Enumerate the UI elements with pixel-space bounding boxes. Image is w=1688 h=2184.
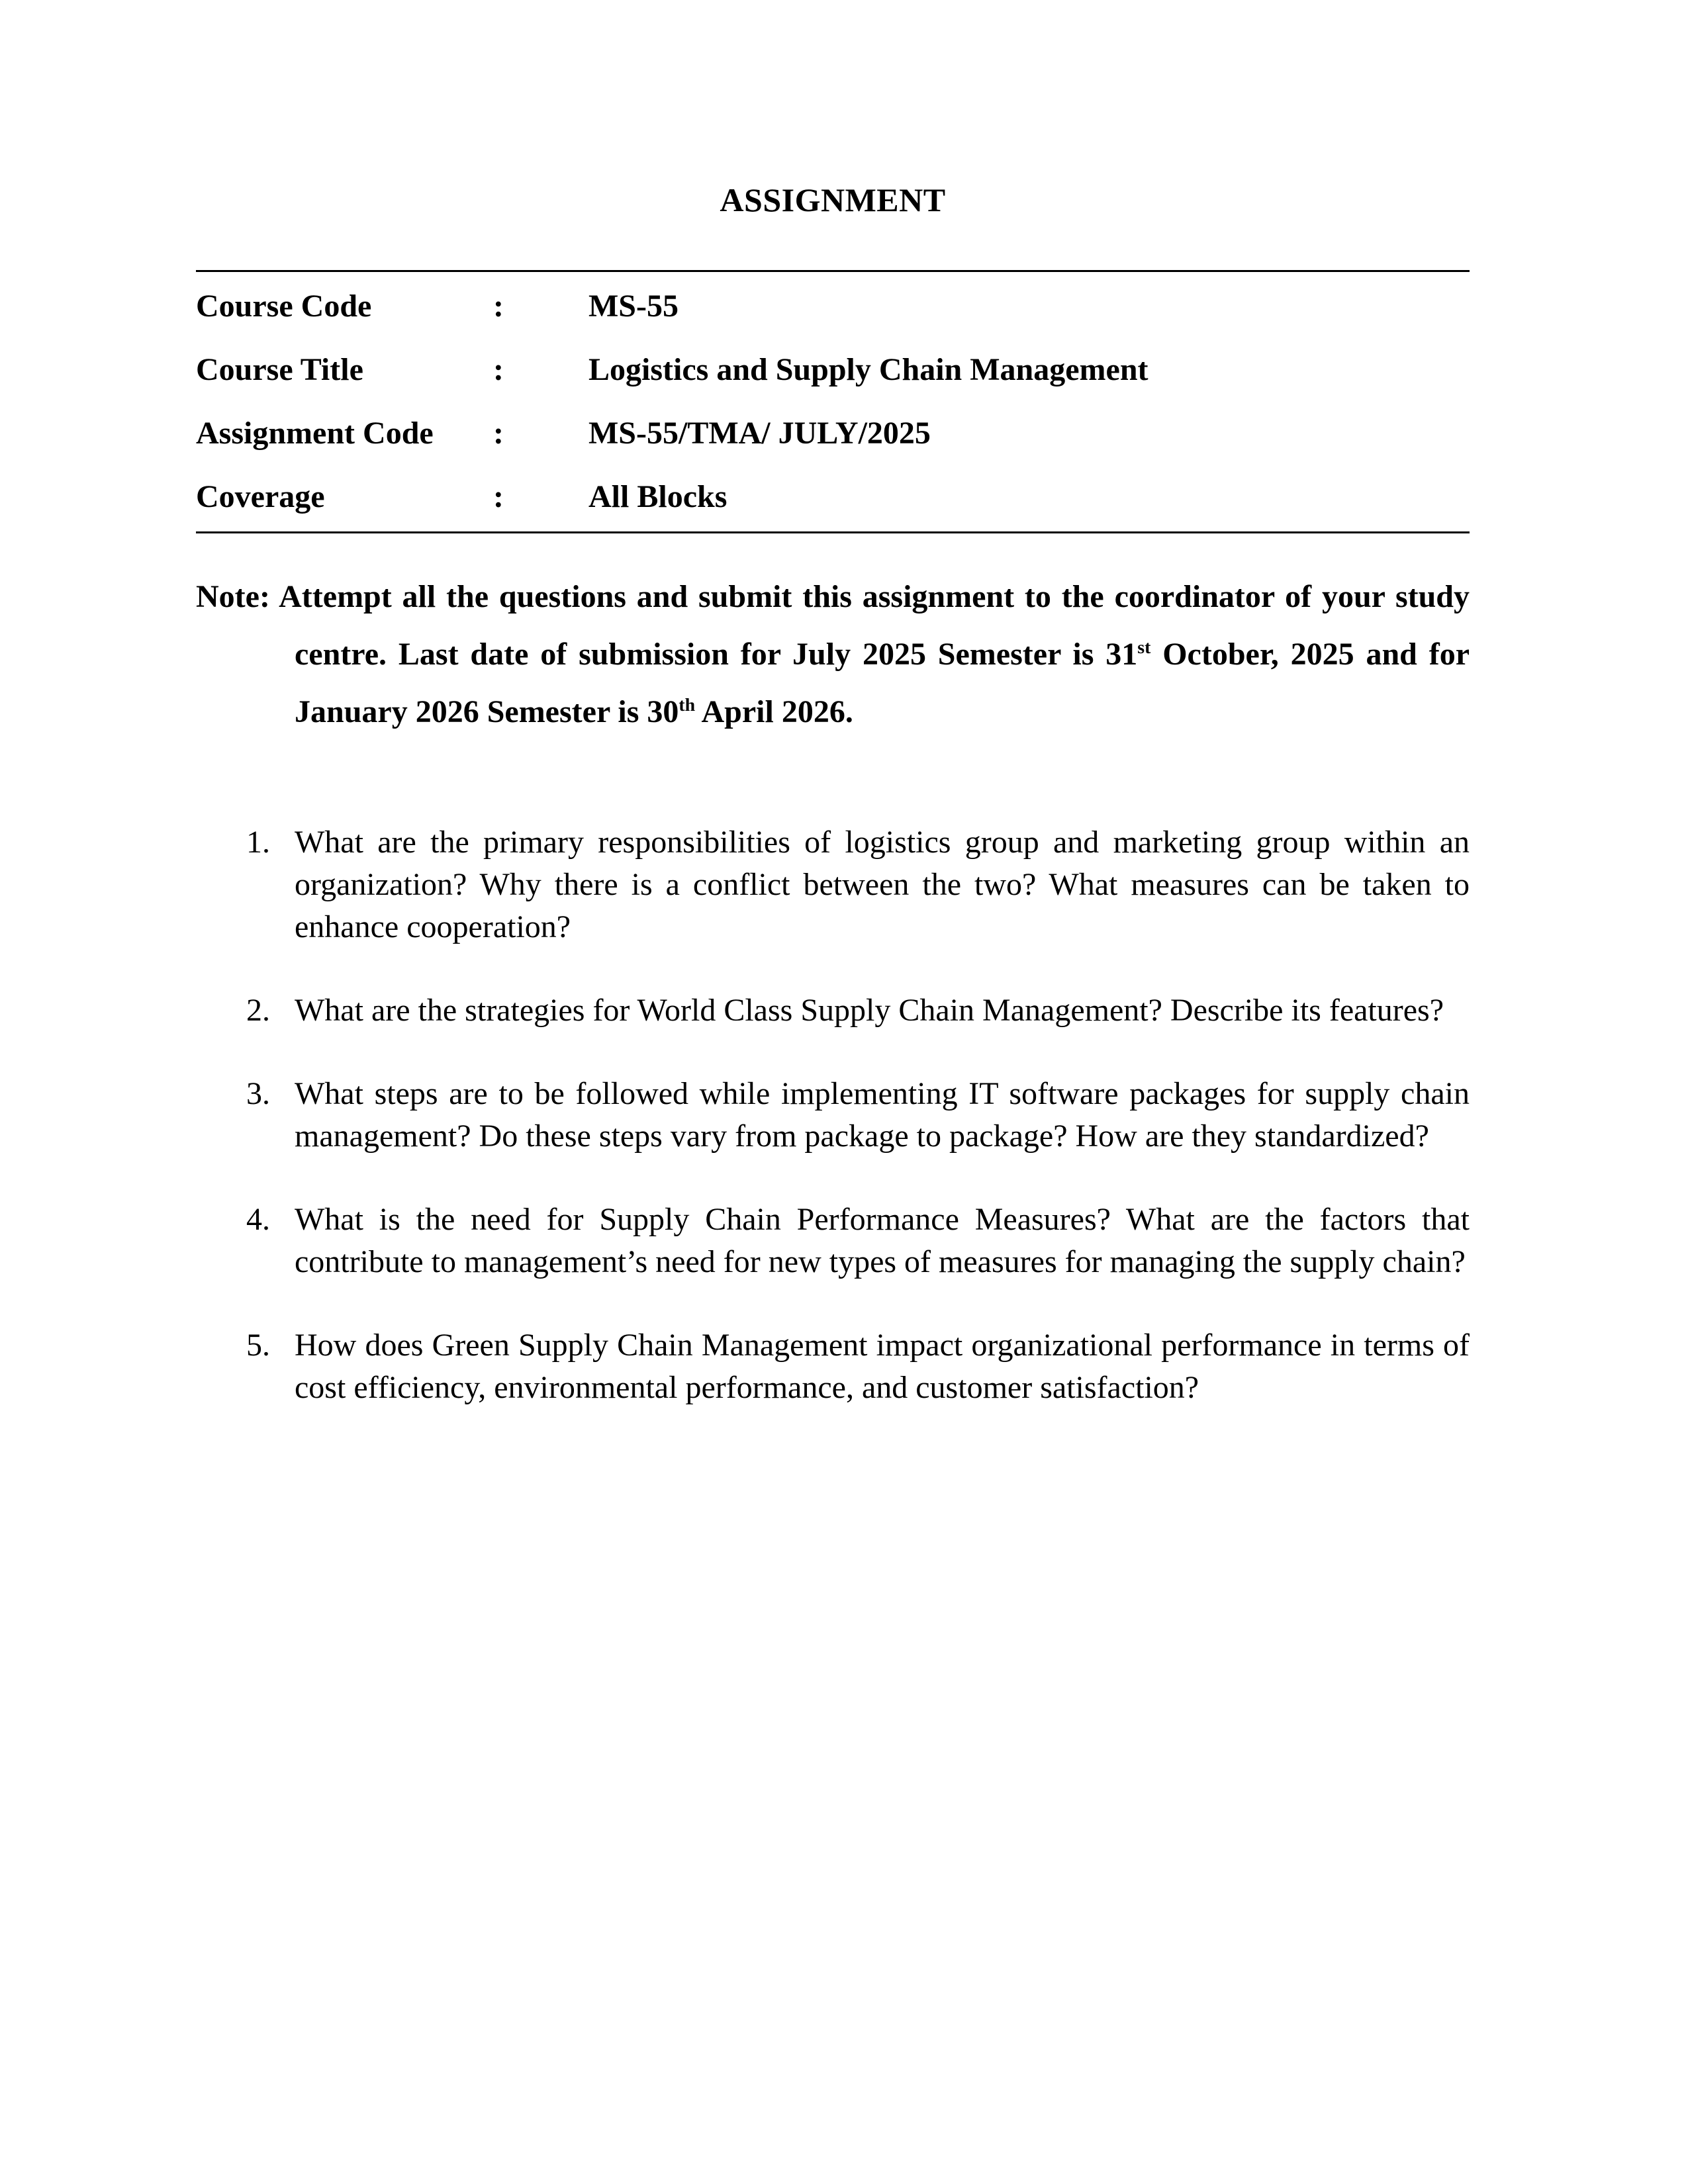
course-info-table: [196, 270, 1470, 533]
note-superscript-th: th: [679, 695, 696, 715]
coverage-colon: :: [493, 479, 504, 514]
coverage-value: All Blocks: [588, 479, 727, 514]
note-text-1: Attempt all the questions and submit this assignment to the coordinator of your study centre. Last date of submission for July 2025 Semester is 31: [279, 579, 1470, 672]
document-title: ASSIGNMENT: [720, 181, 946, 218]
question-item-1: [196, 821, 1470, 948]
question-number: 4.: [246, 1202, 270, 1237]
question-text: What is the need for Supply Chain Performance Measures? What are the factors that contribute to management’s need for new types of measures for managing the supply chain?: [295, 1202, 1470, 1279]
question-item-3: [196, 1073, 1470, 1158]
note-text-2: October, 2025 and for January 2026 Semester is 30: [295, 637, 1470, 729]
course-title-row: [196, 338, 1470, 402]
course-code-row: [196, 275, 1470, 338]
note-paragraph: [196, 568, 1470, 741]
question-number: 5.: [246, 1328, 270, 1363]
course-title-colon: :: [493, 352, 504, 387]
assignment-code-row: [196, 402, 1470, 465]
note-text-3: April 2026.: [695, 694, 853, 729]
question-item-4: [196, 1199, 1470, 1283]
question-number: 1.: [246, 825, 270, 860]
question-text: What are the primary responsibilities of logistics group and marketing group within an organization? Why there is a conflict between the two? What measures can be taken to enhance cooperation?: [295, 825, 1470, 944]
assignment-code-value: MS-55/TMA/ JULY/2025: [588, 416, 931, 451]
question-number: 2.: [246, 993, 270, 1028]
note-superscript-st: st: [1137, 637, 1151, 658]
question-text: How does Green Supply Chain Management impact organizational performance in terms of cost efficiency, environmental performance, and customer satisfaction?: [295, 1328, 1470, 1405]
course-title-label: Course Title: [196, 352, 363, 387]
question-list: [196, 821, 1470, 1409]
question-item-2: [196, 989, 1470, 1032]
assignment-code-label: Assignment Code: [196, 416, 434, 451]
question-text: What steps are to be followed while implementing IT software packages for supply chain management? Do these steps vary from package to package? How are they standardized?: [295, 1076, 1470, 1154]
question-item-5: [196, 1324, 1470, 1409]
coverage-label: Coverage: [196, 479, 325, 514]
course-title-value: Logistics and Supply Chain Management: [588, 352, 1149, 387]
note-label: Note:: [196, 579, 270, 614]
assignment-code-colon: :: [493, 416, 504, 451]
question-text: What are the strategies for World Class Supply Chain Management? Describe its features?: [295, 993, 1444, 1028]
question-number: 3.: [246, 1076, 270, 1111]
course-code-label: Course Code: [196, 289, 372, 324]
course-code-colon: :: [493, 289, 504, 324]
coverage-row: [196, 465, 1470, 529]
course-code-value: MS-55: [588, 289, 679, 324]
